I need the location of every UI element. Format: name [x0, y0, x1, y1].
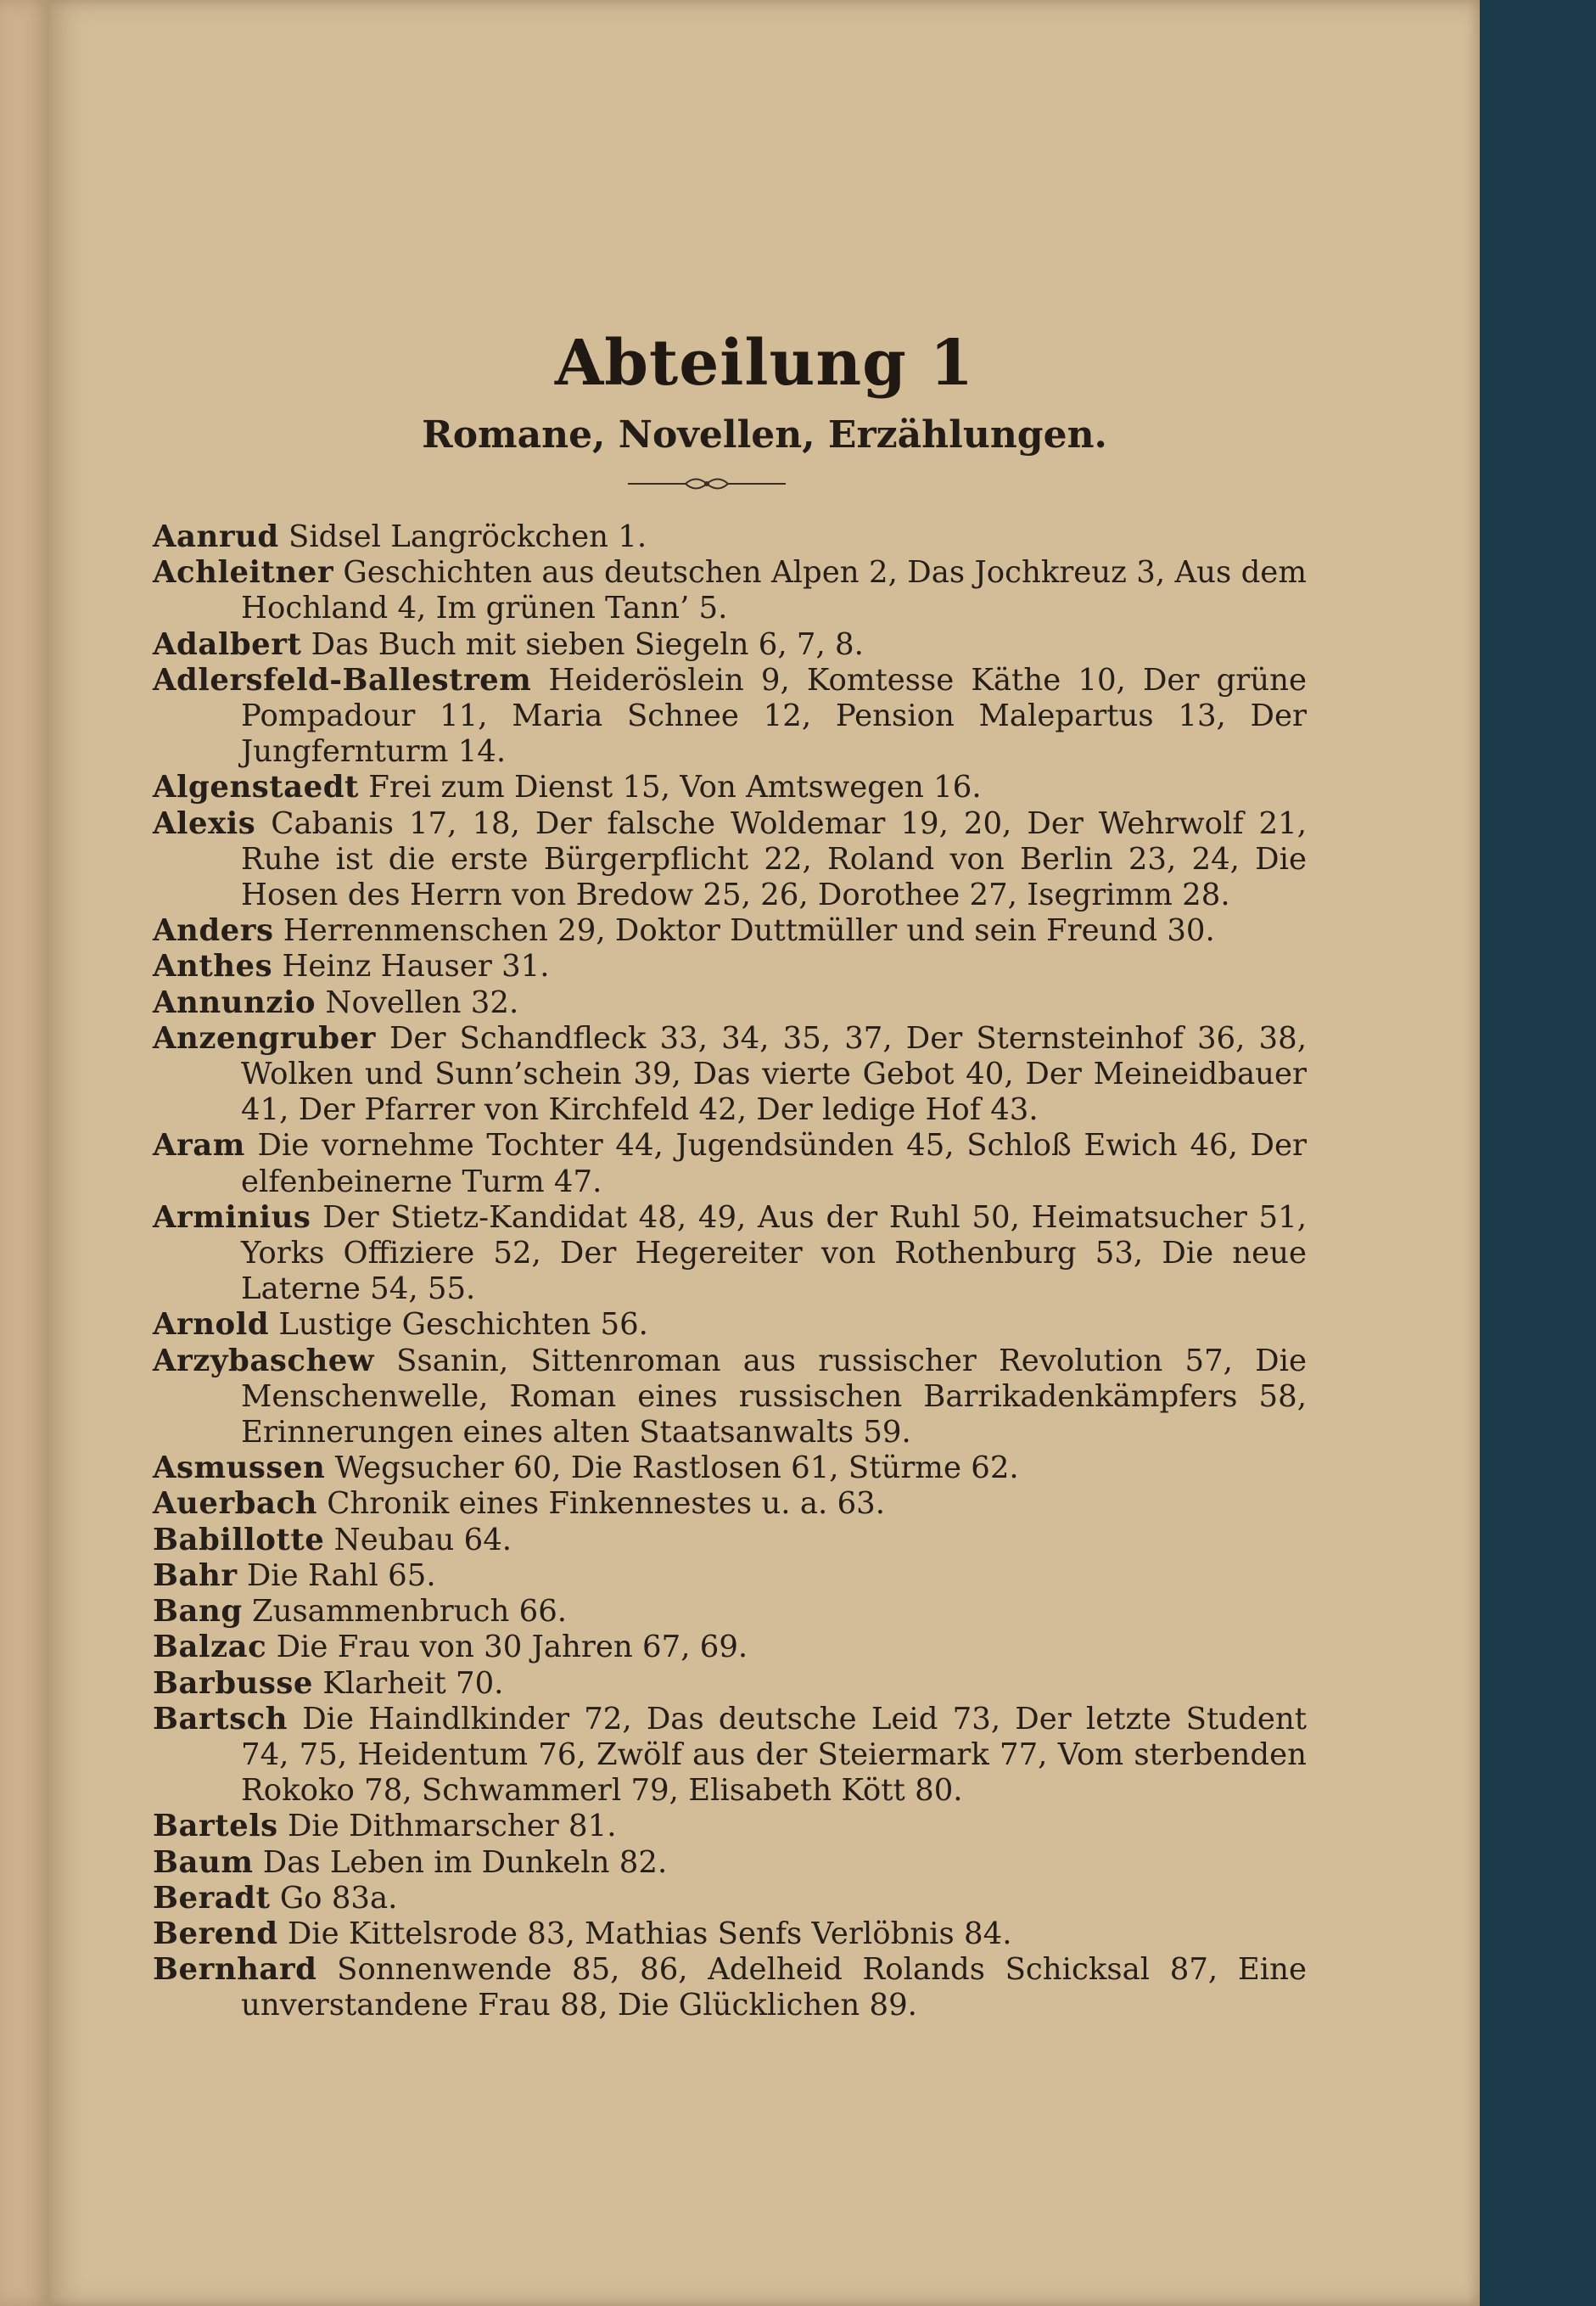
index-entry — [153, 1630, 1307, 1665]
work-titles: Geschichten aus deutschen Alpen 2, Das Jochkreuz 3, Aus dem Hochland 4, Im grünen Tann’ 5. — [241, 555, 1307, 626]
author-name: Arzybaschew — [153, 1343, 374, 1378]
work-titles: Die Dithmarscher 81. — [287, 1809, 617, 1844]
index-entry — [153, 1809, 1307, 1844]
index-entry — [153, 1916, 1307, 1952]
work-titles: Heideröslein 9, Komtesse Käthe 10, Der grüne Pompadour 11, Maria Schnee 12, Pension Malepartus 13, Der Jungfernturm 14. — [241, 662, 1307, 770]
index-entry — [153, 985, 1307, 1021]
work-titles: Die Haindlkinder 72, Das deutsche Leid 73, Der letzte Student 74, 75, Heidentum 76, Zwölf aus der Steiermark 77, Vom sterbenden Rokoko 78, Schwammerl 79, Elisabeth Kött 80. — [241, 1701, 1307, 1809]
index-entry — [153, 1523, 1307, 1558]
work-titles: Das Buch mit sieben Siegeln 6, 7, 8. — [311, 626, 864, 662]
author-name: Anthes — [153, 949, 273, 985]
index-entry — [153, 1344, 1307, 1451]
work-titles: Sonnenwende 85, 86, Adelheid Rolands Schicksal 87, Eine unverstandene Frau 88, Die Glücklichen 89. — [241, 1952, 1307, 2023]
index-entry — [153, 627, 1307, 663]
index-entry — [153, 1128, 1307, 1199]
author-name: Barbusse — [153, 1665, 313, 1701]
author-name: Bang — [153, 1594, 243, 1630]
index-entry — [153, 519, 1307, 555]
work-titles: Die Frau von 30 Jahren 67, 69. — [276, 1630, 748, 1665]
index-entry — [153, 1450, 1307, 1486]
work-titles: Das Leben im Dunkeln 82. — [262, 1844, 668, 1880]
author-name: Bartsch — [153, 1701, 288, 1737]
work-titles: Neubau 64. — [333, 1522, 512, 1557]
author-name: Berend — [153, 1916, 278, 1951]
index-entry — [153, 1881, 1307, 1916]
author-name: Anders — [153, 913, 274, 949]
index-entry — [153, 1952, 1307, 2023]
author-name: Auerbach — [153, 1486, 317, 1522]
index-entry — [153, 913, 1307, 949]
work-titles: Die Kittelsrode 83, Mathias Senfs Verlöbnis 84. — [287, 1916, 1012, 1951]
author-name: Alexis — [153, 805, 256, 841]
work-titles: Chronik eines Finkennestes u. a. 63. — [327, 1486, 886, 1522]
index-entry — [153, 770, 1307, 805]
work-titles: Ssanin, Sittenroman aus russischer Revolution 57, Die Menschenwelle, Roman eines russischen Barrikadenkämpfers 58, Erinnerungen eines alten Staatsanwalts 59. — [241, 1343, 1307, 1450]
index-entry — [153, 1594, 1307, 1630]
author-name: Asmussen — [153, 1450, 326, 1486]
author-name: Aanrud — [153, 519, 279, 554]
index-entry — [153, 663, 1307, 771]
index-entry — [153, 555, 1307, 626]
index-entry — [153, 1200, 1307, 1308]
facing-page-edge — [0, 0, 49, 2306]
author-name: Adalbert — [153, 626, 302, 662]
work-titles: Frei zum Dienst 15, Von Amtswegen 16. — [368, 770, 982, 805]
author-name: Bartels — [153, 1809, 278, 1844]
index-entry — [153, 949, 1307, 985]
work-titles: Der Schandfleck 33, 34, 35, 37, Der Sternsteinhof 36, 38, Wolken und Sunn’schein 39, Das vierte Gebot 40, Der Meineidbauer 41, Der Pfarrer von Kirchfeld 42, Der ledige Hof 43. — [241, 1020, 1307, 1128]
section-title: Abteilung 1 — [554, 327, 975, 400]
work-titles: Sidsel Langröckchen 1. — [288, 519, 647, 554]
work-titles: Herrenmenschen 29, Doktor Duttmüller und sein Freund 30. — [283, 913, 1215, 949]
author-name: Bahr — [153, 1557, 238, 1593]
ornament-divider-icon — [626, 471, 787, 497]
index-entry — [153, 1021, 1307, 1129]
author-name: Baum — [153, 1844, 254, 1880]
work-titles: Der Stietz-Kandidat 48, 49, Aus der Ruhl 50, Heimatsucher 51, Yorks Offiziere 52, Der Hegereiter von Rothenburg 53, Die neue Laterne 54, 55. — [241, 1199, 1307, 1307]
section-subtitle: Romane, Novellen, Erzählungen. — [422, 413, 1107, 457]
work-titles: Novellen 32. — [325, 985, 519, 1020]
index-entry — [153, 806, 1307, 914]
index-entry — [153, 1486, 1307, 1522]
author-name: Babillotte — [153, 1522, 325, 1557]
author-name: Achleitner — [153, 555, 334, 591]
work-titles: Heinz Hauser 31. — [282, 949, 550, 985]
author-name: Beradt — [153, 1880, 271, 1916]
index-entry — [153, 1307, 1307, 1343]
work-titles: Cabanis 17, 18, Der falsche Woldemar 19, 20, Der Wehrwolf 21, Ruhe ist die erste Bürgerpflicht 22, Roland von Berlin 23, 24, Die Hosen des Herrn von Bredow 25, 26, Dorothee 27, Isegrimm 28. — [241, 805, 1307, 913]
author-name: Adlersfeld-Ballestrem — [153, 662, 532, 698]
author-name: Arnold — [153, 1307, 270, 1343]
author-name: Annunzio — [153, 985, 316, 1020]
index-entry — [153, 1702, 1307, 1809]
author-name: Aram — [153, 1128, 245, 1164]
work-titles: Zusammenbruch 66. — [251, 1594, 568, 1630]
index-entry — [153, 1666, 1307, 1702]
work-titles: Go 83a. — [279, 1880, 398, 1916]
work-titles: Lustige Geschichten 56. — [278, 1307, 648, 1343]
author-name: Anzengruber — [153, 1020, 376, 1056]
author-name: Arminius — [153, 1199, 311, 1235]
author-name: Algenstaedt — [153, 770, 359, 805]
author-name: Bernhard — [153, 1952, 317, 1988]
work-titles: Wegsucher 60, Die Rastlosen 61, Stürme 62. — [334, 1450, 1019, 1486]
work-titles: Die Rahl 65. — [246, 1557, 436, 1593]
index-entry — [153, 1558, 1307, 1594]
index-entry — [153, 1845, 1307, 1881]
work-titles: Die vornehme Tochter 44, Jugendsünden 45, Schloß Ewich 46, Der elfenbeinerne Turm 47. — [241, 1128, 1307, 1199]
book-page — [49, 0, 1480, 2306]
author-index-list — [153, 519, 1307, 2024]
work-titles: Klarheit 70. — [322, 1665, 504, 1701]
author-name: Balzac — [153, 1630, 267, 1665]
